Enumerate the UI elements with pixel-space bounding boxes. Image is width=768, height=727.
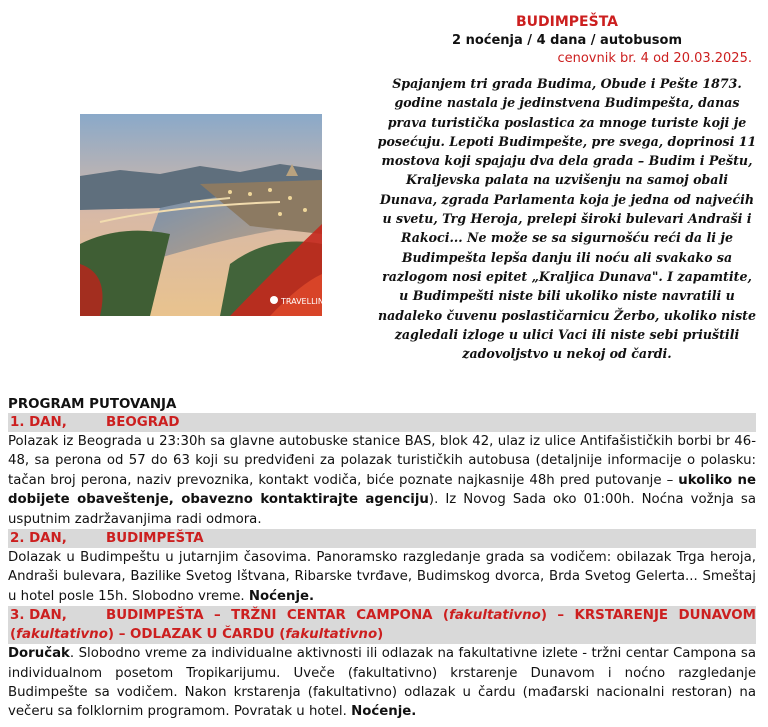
day-1-description: Polazak iz Beograda u 23:30h sa glavne autobuske stanice BAS, blok 42, ulaz iz ulice Antifašističkih borbi br 46-48, sa perona od 57 do 63 koji su predviđeni za polazak turističkih autobusa (detaljnije informacije o polasku: tačan broj perona, naziv prevoznika, kontakt vodiča, biće poznate najkasnije 48h pred putovanje – ukoliko ne dobijete obaveštenje, obavezno kontaktirajte agenciju). Iz Novog Sada oko 01:00h. Noćna vožnja sa usputnim zadržavanjima radi odmora.: [8, 434, 756, 527]
day-1-number: 1. DAN,: [10, 415, 67, 430]
day-3-header: 3. DAN, BUDIMPEŠTA – TRŽNI CENTAR CAMPONA (fakultativno) – KRSTARENJE DUNAVOM (fakultativno) – ODLAZAK U ČARDU (fakultativno): [10, 608, 756, 643]
day-1-title: BEOGRAD: [106, 415, 180, 430]
svg-text:TRAVELLINO: TRAVELLINO: [281, 297, 331, 306]
day-3-description: Doručak. Slobodno vreme za individualne aktivnosti ili odlazak na fakultativne izlete - tržni centar Campona sa individualnom posetom Tropikarijumu. Uveče (fakultativno) krstarenje Dunavom i noćno razgledanje Budimpešte sa vodičem. Nakon krstarenja (fakultativno) odlazak u čardu (mađarski nacionalni restoran) na večeru sa folklornim programom. Povratak u hotel. Noćenje.: [8, 646, 756, 720]
day-2-number: 2. DAN,: [10, 531, 67, 547]
travel-program: [8, 396, 756, 722]
offer-title: BUDIMPEŠTA: [515, 14, 618, 30]
day-1-header: [8, 413, 756, 432]
budapest-photo: [80, 114, 331, 316]
day-2-title: BUDIMPEŠTA: [106, 531, 204, 547]
intro-paragraph: Spajanjem tri grada Budima, Obude i Pešte 1873. godine nastala je jedinstvena Budimpešta, danas prava turistička poslastica za mnoge turiste koji je posećuju. Lepoti Budimpešte, pre svega, doprinosi 11 mostova koji spajaju dva dela grada – Budim i Peštu, Kraljevska palata na uzvišenju na samoj obali Dunava, zgrada Parlamenta koja je jedna od najvećih u svetu, Trg Heroja, prelepi široki bulevari Andraši i Rakoci... Ne može se sa sigurnošću reći da li je Budimpešta lepša danju ili noću ali svakako sa razlogom nosi epitet „Kraljica Dunava". I zapamtite, u Budimpešti niste bili ukoliko niste navratili u nadaleko čuvenu poslastičarnicu Žerbo, ukoliko niste zagledali izloge u ulici Vaci ili niste sebi priuštili zadovoljstvo u nekoj od čardi.: [377, 76, 757, 362]
day-2-description: Dolazak u Budimpeštu u jutarnjim časovima. Panoramsko razgledanje grada sa vodičem: obilazak Trga heroja, Andraši bulevara, Bazilike Svetog Ištvana, Ribarske tvrđave, Budimskog dvorca, Brda Svetog Gelerta... Smeštaj u hotel posle 15h. Slobodno vreme. Noćenje.: [8, 550, 756, 604]
offer-duration: 2 noćenja / 4 dana / autobusom: [452, 33, 682, 48]
day-1-notice: ukoliko ne dobijete obaveštenje, obavezno kontaktirajte agenciju: [8, 472, 756, 508]
day-3-number: 3. DAN,: [10, 608, 67, 624]
pricelist-reference: cenovnik br. 4 od 20.03.2025.: [557, 51, 752, 66]
offer-header: [376, 12, 758, 68]
day-2-header: [8, 529, 756, 548]
program-heading: PROGRAM PUTOVANJA: [8, 397, 177, 412]
